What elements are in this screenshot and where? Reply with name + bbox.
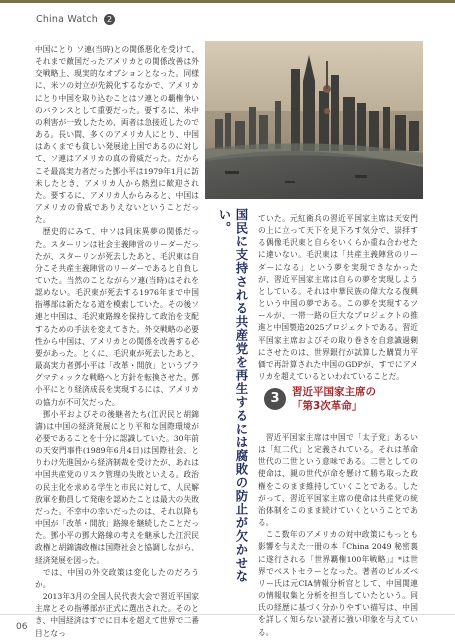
paragraph: では、中国の外交政策は変化したのだろうか。 [35, 567, 199, 589]
right-column [258, 213, 418, 383]
series-title: China Watch [36, 14, 98, 25]
skyline-image [205, 41, 423, 199]
paragraph: ここ数年のアメリカの対中政策にもっとも影響を与えた一冊の本『China 2049 秘密裏に遂行される「世界覇権100年戦略」』*は世界でベストセラーとなった。著者のピルズベリー氏は元CIA情報分析官として、中国関連の情報収集と分析を担当していたという。同氏の経歴に基づく分かりやすい描写は、中国を詳しく知らない読者に強い印象を与えている。 [258, 530, 418, 637]
section-title-line: 「第3次革命」 [292, 400, 363, 412]
page-header [0, 0, 455, 34]
series-label [36, 14, 115, 25]
paragraph: 習近平国家主席は中国で「太子党」あるいは「紅二代」と定義されている。それは革命世代の二世という意味である。二世としての使命は、親の世代が命を懸けて勝ち取った政権をこのまま維持していくことである。したがって、習近平国家主席の使命は共産党の統治体制をこのまま続けていくということである。 [258, 433, 418, 528]
series-number-badge: 2 [104, 14, 115, 25]
section-title-line: 習近平国家主席の [292, 386, 376, 398]
paragraph: 鄧小平およびその後継者たち(江沢民と胡錦濤)は中国の経済発展にとり平和な国際環境が必要であることを十分に認識していた。30年前の天安門事件(1989年6月4日)は国際社会、とりわけ先進国から経済制裁を受けたが、あれは中国共産党のリスク管理の失敗といえる。政治の民主化を求める学生と市民に対して、人民解放軍を動員して発砲を認めたことは最大の失敗だった。不幸中の幸いだったのは、それ以降も中国が「改革・開放」路線を継続したことだった。鄧小平の鄧大路線の考えを継承した江沢民政権と胡錦濤政権は国際社会と協調しながら、経済発展を図った。 [35, 409, 199, 565]
footer-rule [0, 614, 455, 615]
paragraph: 中国にとり ソ連(当時)との関係悪化を受けて、それまで敵国だったアメリカとの関係改善は外交戦略上、現実的なオプションとなった。同様に、米ソの対立が先鋭化するなかで、アメリカにとり中国を取り込むことはソ連との覇権争いのバランスとして重要だった。要するに、米中の利害が一致したため、両者は急接近したのである。長い間、多くのアメリカ人にとり、中国はあくまでも貧しい発展途上国であるのに対して、ソ連はアメリカの真の脅威だった。だからこそ最高実力者だった鄧小平は1979年1月に訪米したとき、アメリカ人から熱烈に歓迎された。要するに、アメリカ人からみると、中国はアメリカの脅威でありえないということだった。 [35, 45, 199, 225]
shanghai-skyline-photo [205, 41, 423, 199]
section-number-badge: 3 [264, 388, 286, 410]
left-column [35, 44, 199, 640]
paragraph: 歴史的にみて、中ソは同床異夢の関係だった。スターリンは社会主義陣営のリーダーだったが、スターリンが死去したあと、毛沢東は自分こそ共産主義陣営のリーダーであると自負していた。当然のことながらソ連(当時)はそれを認めない。毛沢東が死去する1976年まで中国指導部は新たなる道を模索していた。その後ソ連と中国は、毛沢東路線を保持して政治を支配するための手法を変えてきた。外交戦略の必要性から中国は、アメリカとの関係を改善する必要があった。とくに、毛沢東が死去したあと、最高実力者鄧小平は「改革・開放」というプラグマティックな戦略へと方針を転換させた。鄧小平にとり経済成長を実現するには、アメリカの協力が不可欠だった。 [35, 227, 199, 407]
paragraph: ていた。元紅衛兵の習近平国家主席は天安門の上に立って天下を見下ろす気分で、崇拝する偶像毛沢東と自らをいくらか重ね合わせたに違いない。毛沢東は「共産主義陣営のリーダーになる」という夢を実現できなかったが、習近平国家主席は自らの夢を実現しようとしている。それは中華民族の偉大なる復興という中国の夢である。この夢を実現するツールが、一帯一路の巨大なプロジェクトの推進と中国製造2025プロジェクトである。習近平国家主席およびその取り巻きを自意識過剰にさせたのは、世界銀行が試算した購買力平価で再計算された中国のGDPが、すでにアメリカを超えているといわれていることだ。 [258, 214, 418, 382]
header-band [0, 0, 455, 3]
right-column-continued [258, 432, 418, 639]
pull-quote: 国民に支持される共産党を再生するには腐敗の防止が欠かせない。 [217, 208, 249, 584]
page-number: 06 [16, 622, 28, 632]
section-title [292, 385, 376, 413]
section-heading [260, 382, 420, 426]
paragraph: 2013年3月の全国人民代表大会で習近平国家主席とその指導部が正式に選出された。そのとき、中国経済はすでに日本を超えて世界で二番目となっ [35, 592, 199, 638]
